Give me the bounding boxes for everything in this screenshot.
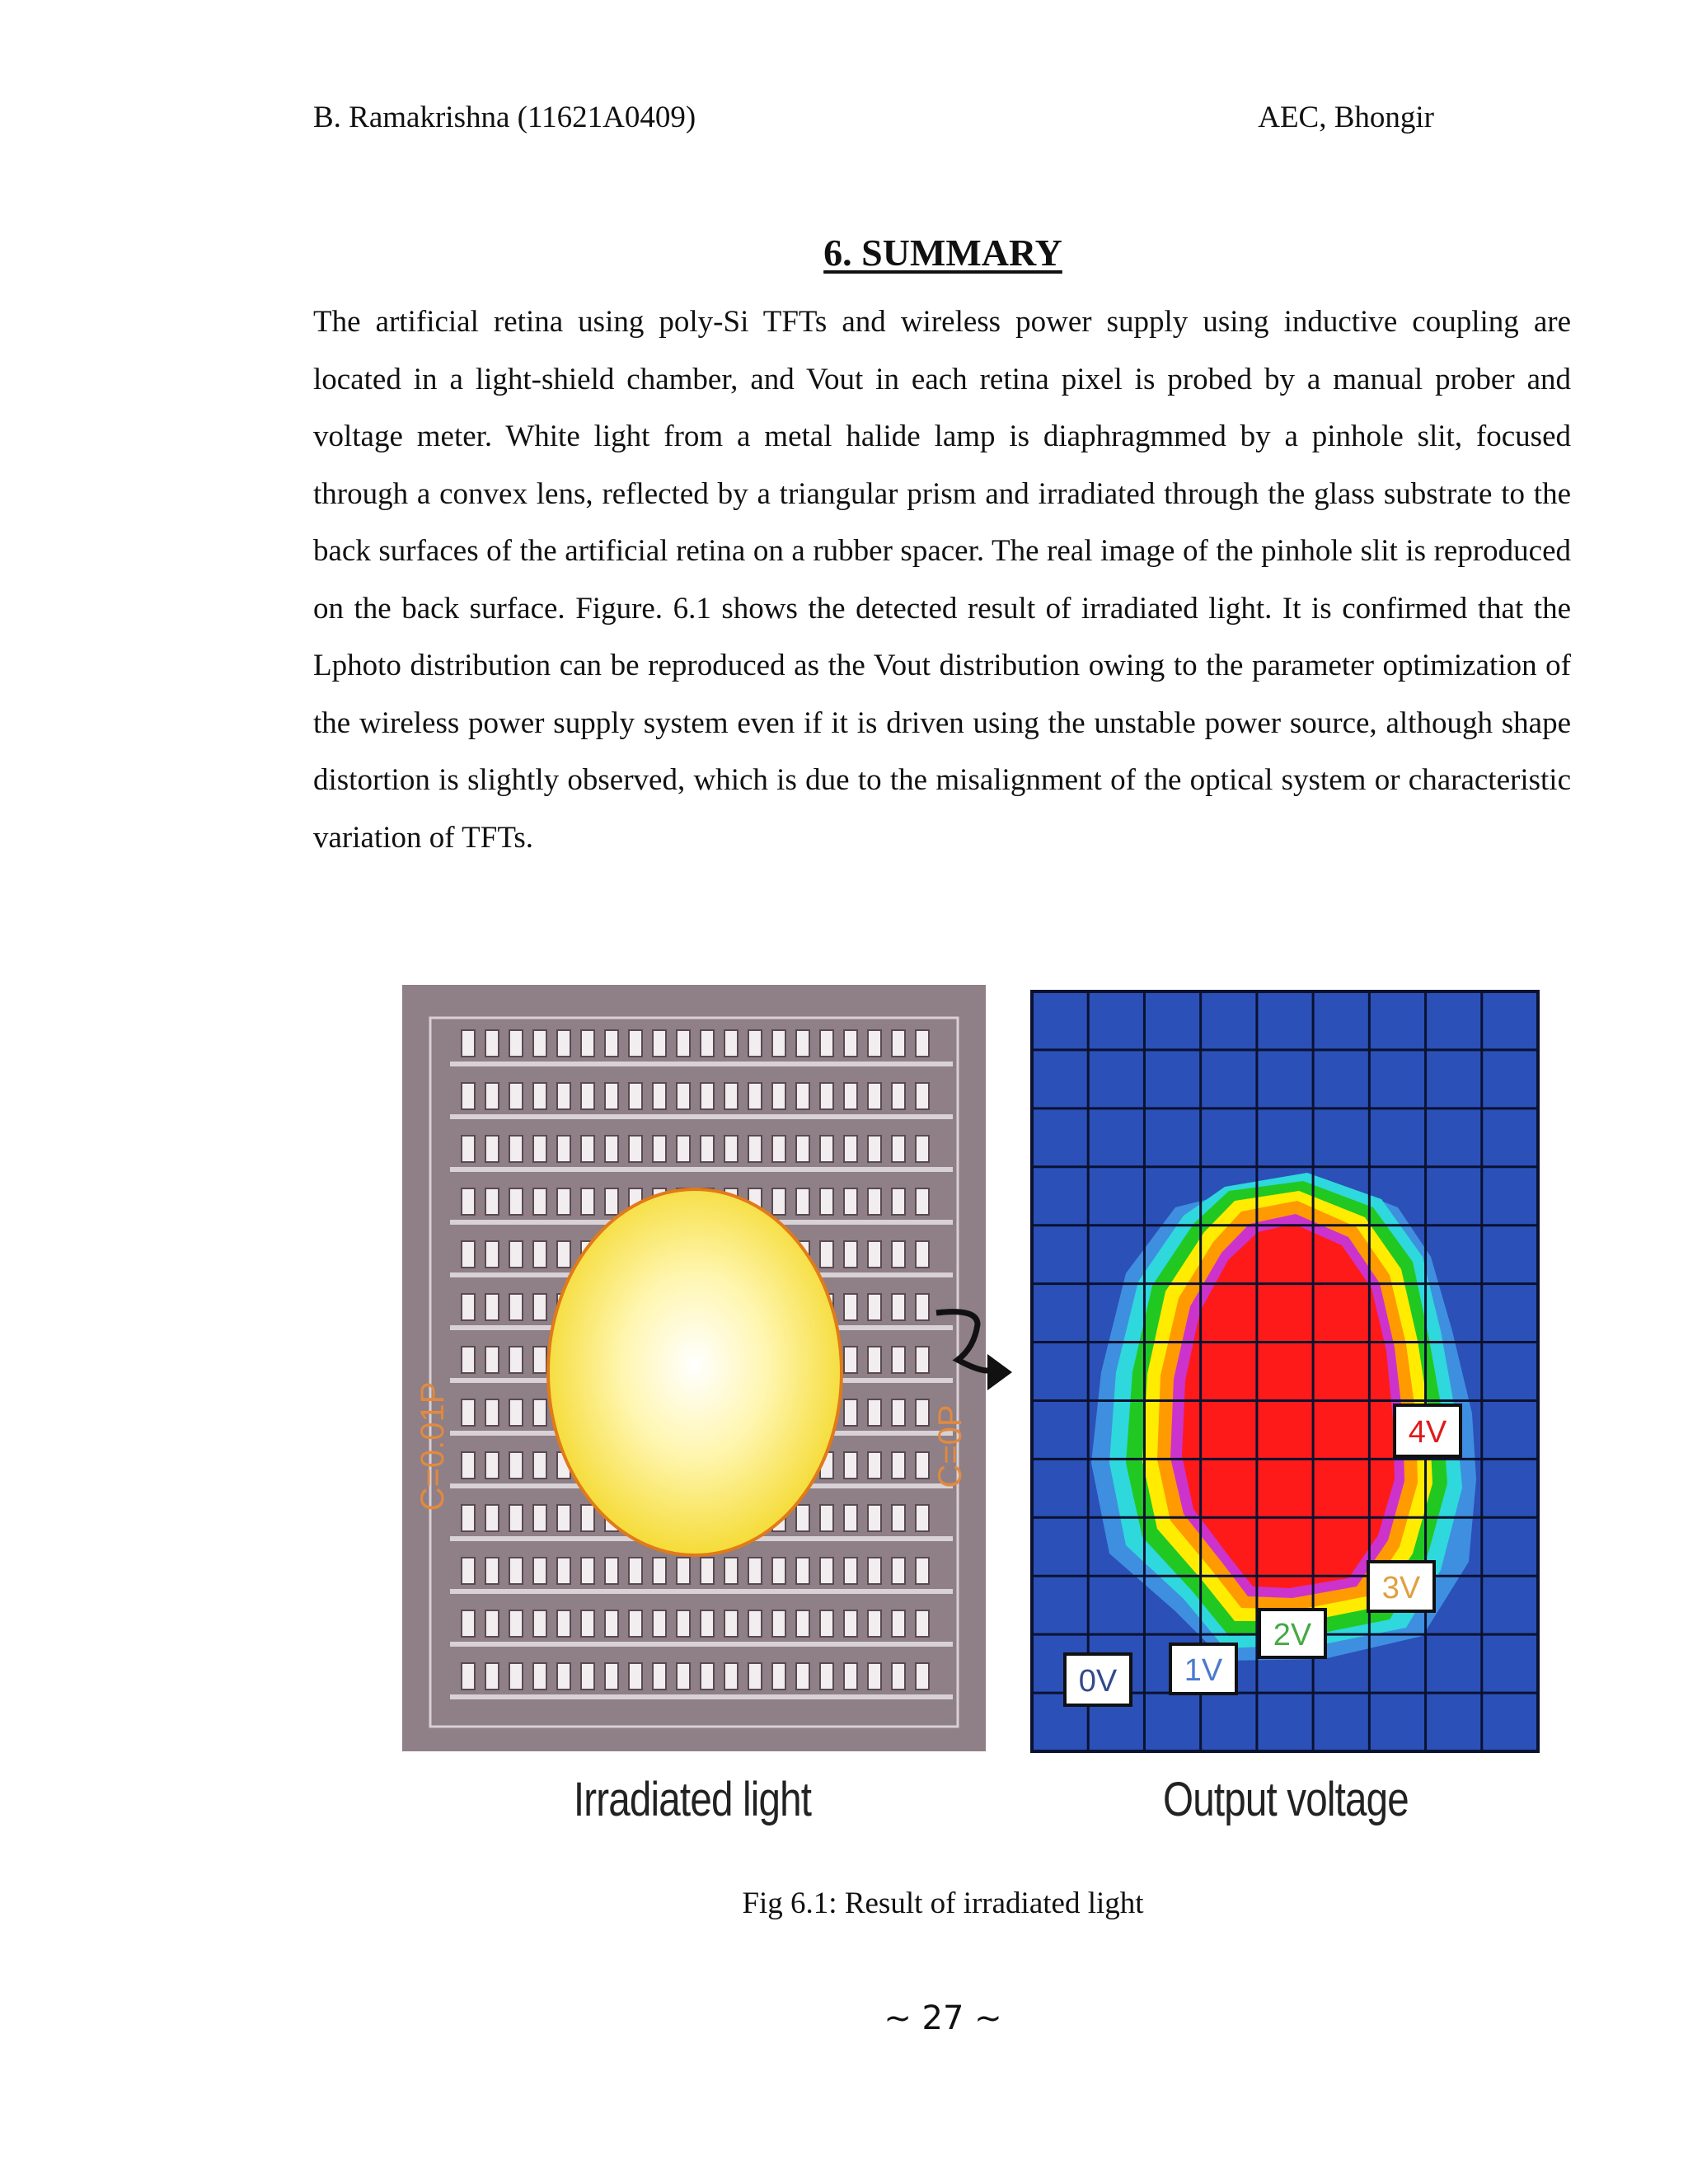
chip-label-right: C=0P xyxy=(932,1404,968,1488)
svg-text:1V: 1V xyxy=(1184,1653,1223,1688)
output-voltage-map xyxy=(1032,991,1538,1751)
irradiated-chip-image xyxy=(402,985,986,1751)
page-number: ~ 27 ~ xyxy=(884,1999,1002,2037)
svg-text:3V: 3V xyxy=(1381,1571,1421,1605)
label-1v xyxy=(1170,1644,1236,1694)
figure-label-irradiated-light: Irradiated light xyxy=(573,1773,812,1826)
figure-label-output-voltage: Output voltage xyxy=(1163,1773,1409,1826)
svg-text:0V: 0V xyxy=(1078,1664,1118,1699)
svg-text:4V: 4V xyxy=(1408,1415,1447,1450)
irradiated-light-spot xyxy=(548,1189,842,1555)
summary-paragraph: The artificial retina using poly-Si TFTs and wireless power supply using inductive coupling are located in a light-shield chamber, and Vout in each retina pixel is probed by a manual prober and voltage meter. White light from a metal halide lamp is diaphragmmed by a pinhole slit, focused through a convex lens, reflected by a triangular prism and irradiated through the glass substrate to the back surfaces of the artificial retina on a rubber spacer. The real image of the pinhole slit is reproduced on the back surface. Figure. 6.1 shows the detected result of irradiated light. It is confirmed that the Lphoto distribution can be reproduced as the Vout distribution owing to the parameter optimization of the wireless power supply system even if it is driven using the unstable power source, although shape distortion is slightly observed, which is due to the misalignment of the optical system or characteristic variation of TFTs. xyxy=(313,305,1571,855)
section-title: 6. SUMMARY xyxy=(823,232,1062,274)
label-3v xyxy=(1368,1562,1434,1611)
header-institution: AEC, Bhongir xyxy=(1258,101,1434,134)
label-4v xyxy=(1395,1405,1461,1456)
label-2v xyxy=(1259,1610,1325,1657)
label-0v xyxy=(1065,1654,1131,1705)
figure-6-1 xyxy=(401,985,1546,1842)
figure-caption: Fig 6.1: Result of irradiated light xyxy=(742,1886,1144,1920)
chip-label-left: C=0.01P xyxy=(415,1381,451,1511)
header-author: B. Ramakrishna (11621A0409) xyxy=(313,101,696,134)
svg-text:2V: 2V xyxy=(1273,1618,1312,1652)
